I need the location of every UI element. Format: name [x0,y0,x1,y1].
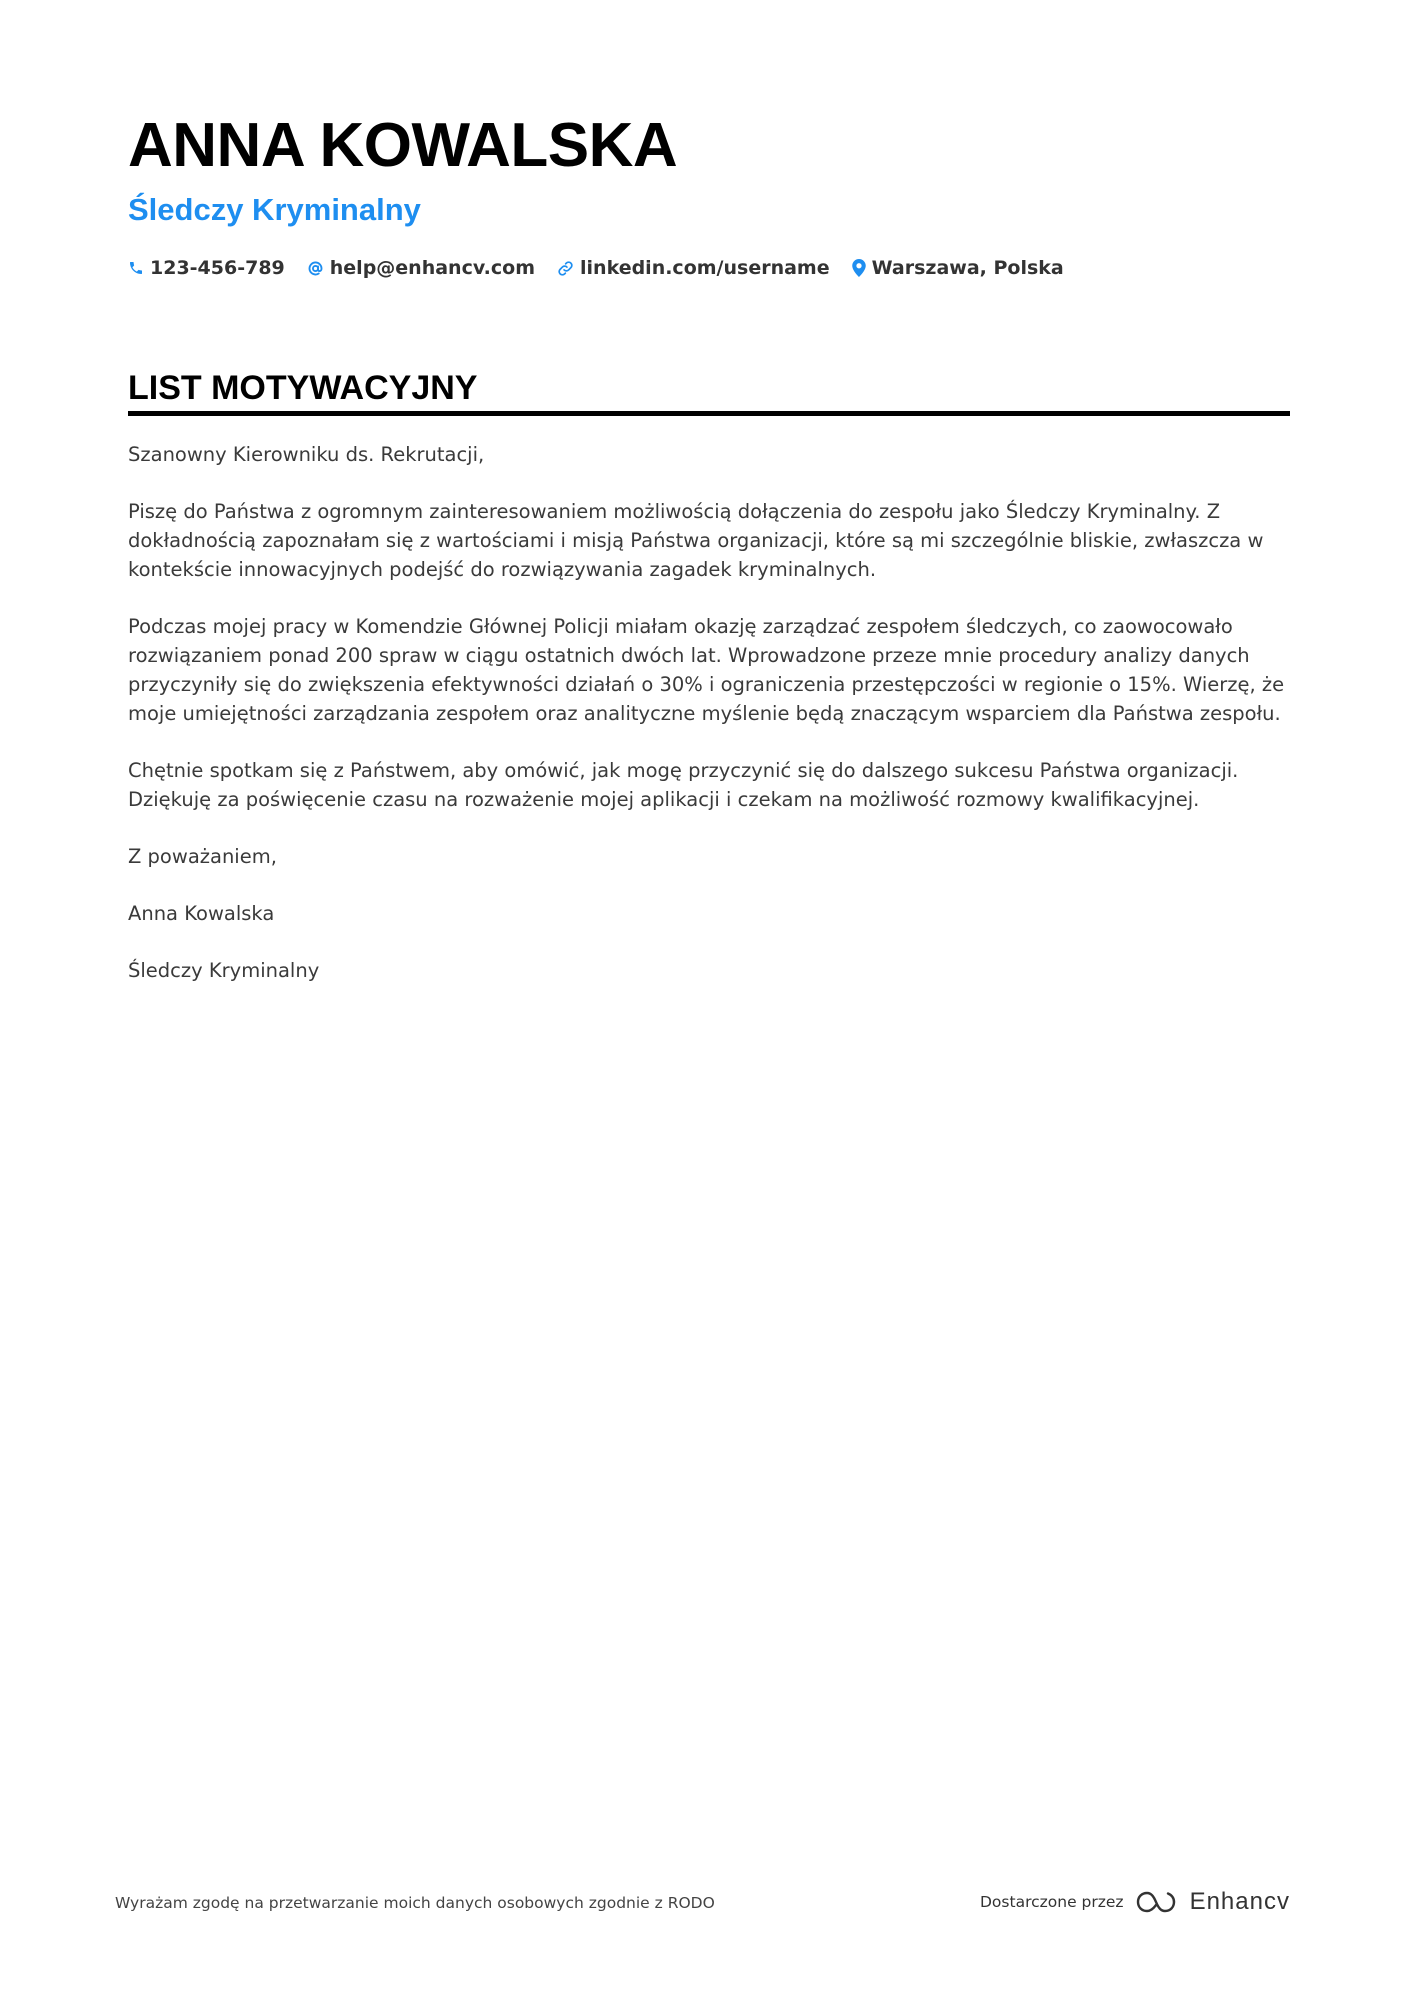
letter-body [128,440,1290,1013]
location-text: Warszawa, Polska [871,257,1064,279]
contact-bar [128,252,1064,284]
powered-by-label: Dostarczone przez [980,1893,1124,1911]
contact-email[interactable] [307,257,535,279]
consent-note: Wyrażam zgodę na przetwarzanie moich danych osobowych zgodnie z RODO [115,1894,715,1912]
phone-text: 123-456-789 [150,257,285,279]
candidate-name: ANNA KOWALSKA [128,111,678,180]
section-divider [128,411,1290,416]
linkedin-text: linkedin.com/username [580,257,830,279]
link-icon [557,260,574,277]
paragraph-3: Chętnie spotkam się z Państwem, aby omówić, jak mogę przyczynić się do dalszego sukcesu Państwa organizacji. Dziękuję za poświęcenie czasu na rozważenie mojej aplikacji i czekam na możliwość rozmowy kwalifikacyjnej. [128,759,1239,811]
phone-icon [128,260,144,276]
paragraph-1: Piszę do Państwa z ogromnym zainteresowaniem możliwością dołączenia do zespołu jako Śledczy Kryminalny. Z dokładnością zapoznałam się z wartościami i misją Państwa organizacji, które są mi szczególnie bliskie, zwłaszcza w kontekście innowacyjnych podejść do rozwiązywania zagadek kryminalnych. [128,500,1264,581]
signature-title: Śledczy Kryminalny [128,959,320,982]
section-title: LIST MOTYWACYJNY [128,369,478,407]
contact-phone [128,257,285,279]
brand-name: Enhancv [1189,1888,1290,1915]
job-title: Śledczy Kryminalny [128,192,421,227]
contact-linkedin[interactable] [557,257,830,279]
powered-by [980,1886,1290,1918]
paragraph-2: Podczas mojej pracy w Komendzie Głównej Policji miałam okazję zarządzać zespołem śledczych, co zaowocowało rozwiązaniem ponad 200 spraw w ciągu ostatnich dwóch lat. Wprowadzone przeze mnie procedury analizy danych przyczyniły się do zwiększenia efektywności działań o 30% i ograniczenia przestępczości w regionie o 15%. Wierzę, że moje umiejętności zarządzania zespołem oraz analityczne myślenie będą znaczącym wsparciem dla Państwa zespołu. [128,615,1285,725]
closing: Z poważaniem, [128,845,277,868]
location-pin-icon [852,259,866,277]
signature-name: Anna Kowalska [128,902,275,925]
email-text: help@enhancv.com [329,257,536,279]
contact-location [852,257,1064,279]
greeting: Szanowny Kierowniku ds. Rekrutacji, [128,443,485,466]
enhancv-logo-icon [1134,1889,1180,1915]
at-icon [307,260,324,277]
